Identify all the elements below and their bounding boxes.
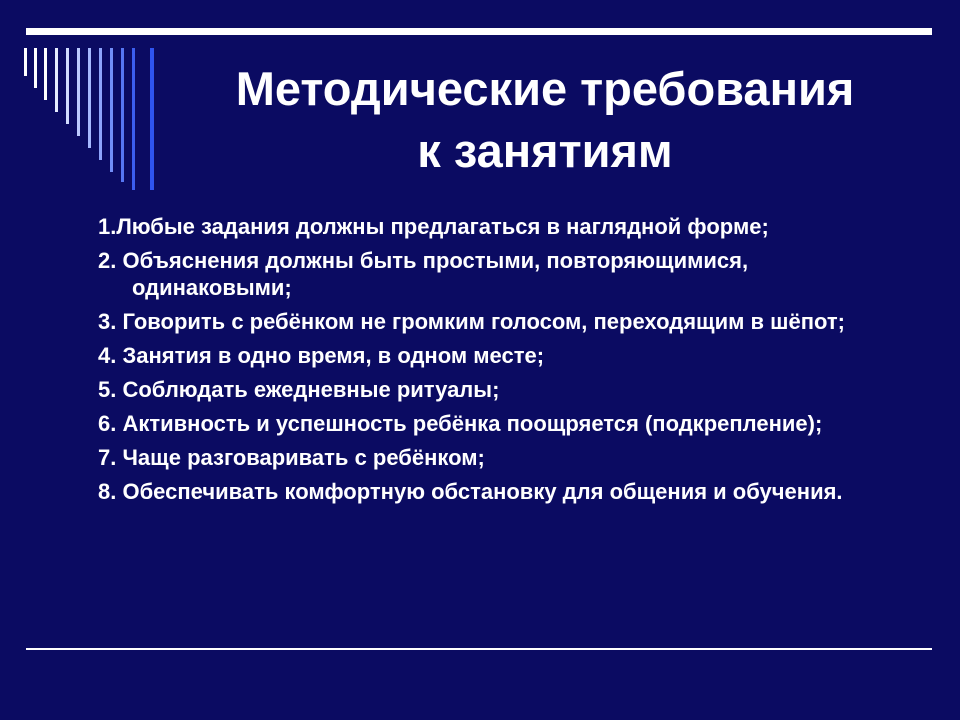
stripe-10 — [121, 48, 124, 182]
list-item-5: 5. Соблюдать ежедневные ритуалы; — [98, 377, 500, 402]
stripe-7 — [88, 48, 91, 148]
stripe-4 — [55, 48, 58, 112]
title-line-2: к занятиям — [417, 124, 673, 177]
stripe-5 — [66, 48, 69, 124]
list-item-4: 4. Занятия в одно время, в одном месте; — [98, 343, 545, 368]
stripe-11 — [132, 48, 135, 190]
list-item-1: 1.Любые задания должны предлагаться в наглядной форме; — [98, 214, 769, 239]
stripe-6 — [77, 48, 80, 136]
list-item-8: 8. Обеспечивать комфортную обстановку для общения и обучения. — [98, 479, 843, 504]
requirements-list — [98, 213, 898, 512]
decorative-stripes — [0, 0, 170, 200]
stripe-1 — [24, 48, 27, 76]
list-item-2: 2. Объяснения должны быть простыми, повторяющимися, одинаковыми; — [98, 248, 749, 300]
title-line-1: Методические требования — [235, 62, 855, 115]
slide-title — [150, 58, 940, 182]
list-item-7: 7. Чаще разговаривать с ребёнком; — [98, 445, 485, 470]
stripe-3 — [44, 48, 47, 100]
stripe-2 — [34, 48, 37, 88]
list-item-3: 3. Говорить с ребёнком не громким голосом, переходящим в шёпот; — [98, 309, 845, 334]
list-item-6: 6. Активность и успешность ребёнка поощряется (подкрепление); — [98, 411, 823, 436]
bottom-divider-line — [26, 648, 932, 650]
stripe-8 — [99, 48, 102, 160]
stripe-9 — [110, 48, 113, 172]
